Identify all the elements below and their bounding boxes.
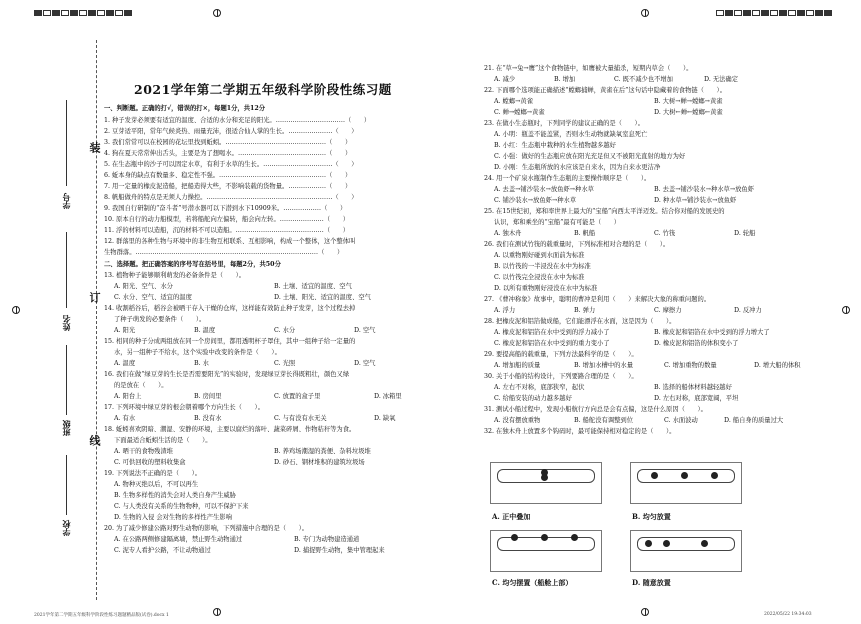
option: C. 与人类没有关系的生物物种，可以不保护下来 (114, 503, 249, 510)
option: B. 橡皮泥和铝箔在水中受到的浮力增大了 (654, 329, 770, 336)
option: D. 大树←蝉←螳螂←黄雀 (654, 109, 723, 116)
question-30: 30. 关于小船的结构设计，下列要路合理的是（ ）。 (484, 373, 638, 380)
footer-timestamp: 2022/05/22 19:34:03 (764, 612, 812, 617)
option: A. 物种灭绝以后，不可以再生 (114, 481, 199, 488)
section-judgement: 一、判断题。正确的打√，错误的打×，每题1分，共12分 (104, 105, 266, 112)
question-3: 3. 我们常常可以在校园的花坛里找到蚯蚓。…………………………………………（ ） (104, 139, 352, 146)
binding-zhuang: 装 (88, 142, 101, 153)
option: A. 阳台上 (114, 393, 142, 400)
option: C. 竹筏 (654, 230, 676, 237)
question-12-cont: 生物群落。……………………………………………………………………………（ ） (104, 249, 344, 256)
registration-mark-icon (213, 608, 221, 616)
option: B. 帆船 (574, 230, 596, 237)
question-29: 29. 要提高船的载重量，下列方法最科学的是（ ）。 (484, 351, 638, 358)
question-32: 32. 在独木舟上放置多个钩码时，最可能保持相对稳定的是（ ）。 (484, 428, 676, 435)
registration-mark-icon (641, 9, 649, 17)
question-19: 19. 下列说法不正确的是（ ）。 (104, 470, 202, 477)
option: C. 铺沙装水→放鱼虾→种水草 (494, 197, 577, 204)
option: A. 小明：瓶盖不能盖紧，否则水生动物就缺氧室息死亡 (494, 131, 648, 138)
option: C. 水面波动 (664, 417, 698, 424)
option: B. 小红：生态瓶中栽种的水生植物越多越好 (494, 142, 616, 149)
question-17: 17. 下列环境中绿豆芽的根会朝着哪个方向生长（ ）。 (104, 404, 264, 411)
label-student-no: 学号 (61, 193, 71, 209)
question-1: 1. 种子发芽必须要有适宜的温度、合适的水分和充足的阳光。……………………………（ ） (104, 117, 371, 124)
option: B. 水 (194, 360, 209, 367)
figure-d-caption: D. 随意放置 (632, 578, 671, 587)
class-field[interactable] (66, 345, 67, 415)
option: B. 增加水槽中的水量 (574, 362, 634, 369)
student-no-field[interactable] (66, 100, 67, 186)
option: D. 反冲力 (734, 307, 762, 314)
option: D. 橡皮泥和铝箔的体积变小了 (654, 340, 739, 347)
option: D. 砂石、钢材堆积的建筑垃圾场 (274, 459, 365, 466)
option: C. 放置的盒子里 (274, 393, 321, 400)
option: B. 弹力 (574, 307, 596, 314)
question-2: 2. 豆芽适平阳，常年气候炎热、雨量充沛，很适合仙人掌的生长。…………………（ ） (104, 128, 358, 135)
option: C. 既不减少也不增加 (614, 76, 673, 83)
option: B. 温度 (194, 327, 216, 334)
question-28: 28. 把橡皮泥和铝箔做成船，它们能漂浮在水面，这是因为（ ）。 (484, 318, 676, 325)
option: A. 阳光、空气、水分 (114, 283, 173, 290)
option: D. 捕捉野生动物，集中管理起来 (294, 547, 385, 554)
option: B. 养鸡场潮湿的粪便、杂料垃圾堆 (274, 448, 371, 455)
option: B. 去盖→铺沙装水→种水草→放鱼虾 (654, 186, 755, 193)
option: D. 冰箱里 (374, 393, 402, 400)
question-14: 14. 收割稻谷后，稻谷会被晒干存入干燥的仓库，这样能有效防止种子发芽，这个过程去掉 (104, 305, 356, 312)
question-16-cont: 的是放在（ ）。 (114, 382, 168, 389)
option: C. 给船安装的动力越多越好 (494, 395, 572, 402)
option: A. 增加船的质量 (494, 362, 541, 369)
option: B. 没有水 (194, 415, 222, 422)
option: D. 左右对称，底部宽阔，平坦 (654, 395, 739, 402)
option: A. 去盖→铺沙装水→放鱼虾→种水草 (494, 186, 594, 193)
question-20: 20. 为了减少修建公路对野生动物的影响，下列措施中合理的是（ ）。 (104, 525, 309, 532)
option: D. 土壤、阳光、适宜的温度、空气 (274, 294, 371, 301)
option: C. 泥专人看护公路，不让动物通过 (114, 547, 211, 554)
option: C. 摩擦力 (654, 307, 682, 314)
question-5: 5. 在生态瓶中的沙子可以固定水草，有利于水草的生长。……………………………（ ） (104, 161, 358, 168)
figure-a-caption: A. 正中叠加 (492, 512, 531, 521)
option: D. 生物的入侵 会对生物的多样性产生影响 (114, 514, 232, 521)
label-name: 姓名 (61, 315, 71, 331)
option: C. 水分、空气、适宜的温度 (114, 294, 192, 301)
section-choice: 二、选择题。把正确答案的序号写在括号里，每题2分，共50分 (104, 261, 281, 268)
figure-b-caption: B. 均匀放置 (632, 512, 671, 521)
question-7: 7. 用一定量的橡皮泥造船，把船造得大些，不影响装载的货物量。………………（ ） (104, 183, 352, 190)
option: D. 无法确定 (704, 76, 739, 83)
label-school: 学校 (61, 520, 71, 536)
question-21: 21. 在“草→兔→鹰”这个食物链中，如鹰被大量捕杀，短期内草会（ ）。 (484, 65, 693, 72)
question-23: 23. 在做小生态瓶时，下列同学的建议正确的是（ ）。 (484, 120, 644, 127)
question-15-cont: 水，另一组种子不给水，这个实验中改变的条件是（ ）。 (114, 349, 281, 356)
question-11: 11. 浮的材料可以造船，沉的材料不可以造船。……………………………………（ ） (104, 227, 350, 234)
registration-mark-icon (842, 306, 850, 314)
option: A. 没有摆放重物 (494, 417, 541, 424)
question-25: 25. 在15世纪初，郑和率世界上最大的“宝船”向西太平洋迈发。结合你对船的发展史的 (484, 208, 725, 215)
option: C. 水分 (274, 327, 296, 334)
option: A. 浮力 (494, 307, 516, 314)
option: C. 与有没有水无关 (274, 415, 327, 422)
figure-d-boat (630, 530, 742, 572)
figure-a-boat (490, 462, 602, 504)
option: A. 左右不对称，底部狭窄，起伏 (494, 384, 585, 391)
question-18-cont: 下面最适合蚯蚓生活的是（ ）。 (114, 437, 212, 444)
figure-b-boat (630, 462, 742, 504)
school-field[interactable] (66, 455, 67, 515)
option: B. 增加 (554, 76, 576, 83)
label-class: 班级 (61, 420, 71, 436)
option: D. 轮船 (734, 230, 756, 237)
question-10: 10. 原本自行的动力船模型，若将船舵向左偏转，船会向左转。…………………（ ） (104, 216, 350, 223)
option: B. 大树→蝉→螳螂→黄雀 (654, 98, 723, 105)
name-field[interactable] (66, 232, 67, 308)
option: D. 空气 (354, 360, 376, 367)
option: D. 小刚：生态瓶所放的水应该是自来水，因为自来水更洁净 (494, 164, 661, 171)
option: B. 以竹筏的一半浸没在水中为标准 (494, 263, 591, 270)
question-25-cont: 认识，郑和乘坐的“宝船”最有可能是（ ） (494, 219, 621, 226)
option: A. 以重物刚好碰到水面前为标准 (494, 252, 585, 259)
option: D. 空气 (354, 327, 376, 334)
registration-mark-icon (641, 608, 649, 616)
registration-mark-icon (213, 9, 221, 17)
question-13: 13. 植物种子能够顺利萌发的必备条件是（ ）。 (104, 272, 246, 279)
option: C. 小强：做好的生态瓶应放在阳光充足但又不被阳光直射的地方为好 (494, 153, 686, 160)
option: C. 增加重物的数量 (664, 362, 717, 369)
option: B. 房间里 (194, 393, 222, 400)
binding-line (96, 40, 97, 600)
option: C. 橡皮泥和铝箔在水中受到的重力变小了 (494, 340, 610, 347)
question-26: 26. 我们在测试竹筏的载重量时，下列标准相对合理的是（ ）。 (484, 241, 670, 248)
option: C. 光照 (274, 360, 296, 367)
figure-c-caption: C. 均匀摆置（船舱上部） (492, 578, 573, 587)
option: A. 在公路两侧修建隔离墙，禁止野生动物通过 (114, 536, 243, 543)
option: A. 橡皮泥和铝箔在水中受到的浮力减小了 (494, 329, 610, 336)
figure-c-boat (490, 530, 602, 572)
option: C. 以竹筏完全浸没在水中为标准 (494, 274, 585, 281)
question-8: 8. 帆船做舟的特点是无须人力操控。……………………………………………………（ ） (104, 194, 358, 201)
option: C. 蝉→螳螂→黄雀 (494, 109, 545, 116)
option: A. 螳螂→黄雀 (494, 98, 534, 105)
question-14-cont: 了种子萌发的必要条件（ ）。 (114, 316, 206, 323)
option: B. 船舵没有调整到位 (574, 417, 634, 424)
option: D. 船自身的质量过大 (724, 417, 784, 424)
option: A. 有水 (114, 415, 136, 422)
option: D. 增大船的体积 (754, 362, 801, 369)
binding-xian: 线 (88, 435, 101, 446)
registration-bar-left (34, 10, 133, 16)
question-15: 15. 相同的种子分成两组放在同一个房间里，都用透明杯子罩住，其中一组种子给一定量的 (104, 338, 356, 345)
option: D. 缺氧 (374, 415, 396, 422)
option: B. 专门为动物建造通道 (294, 536, 360, 543)
question-22: 22. 下面哪个选项能正确描述“螳螂捕蝉，黄雀在后”这句话中隐藏着的食物链（ ）。 (484, 87, 726, 94)
question-24: 24. 用一个矿泉水瓶制作生态瓶的主要操作顺序是（ ）。 (484, 175, 651, 182)
question-27: 27. 《曹冲称象》故事中，聪明的曹冲是利用（ ）来解决大象的称重问题的。 (484, 296, 711, 303)
option: C. 可供回收的塑料收集盒 (114, 459, 186, 466)
question-31: 31. 测试小船过程中，发现小船航行方向总是会有点偏，这是什么原因（ ）。 (484, 406, 707, 413)
footer-filename: 2021学年第二学期五年级科学阶段性练习题题精品版(试卷).docx 1 (34, 613, 169, 618)
question-4: 4. 狗在夏天常常伸出舌头，主要是为了想喝水。……………………………………（ ） (104, 150, 352, 157)
option: A. 独木舟 (494, 230, 522, 237)
option: A. 阳光 (114, 327, 136, 334)
page-title: 2021学年第二学期五年级科学阶段性练习题 (134, 82, 392, 97)
option: B. 选择的船体材料越轻越好 (654, 384, 732, 391)
registration-mark-icon (12, 306, 20, 314)
option: B. 土壤、适宜的温度、空气 (274, 283, 352, 290)
question-16: 16. 我们在做“绿豆芽的生长是否需要阳光”的实验时，发现绿豆芽长得既粗壮，颜色又绿 (104, 371, 350, 378)
question-18: 18. 蚯蚓喜欢阴暗、潮湿、安静的环境，主要以腐烂的落叶、蔬菜碎屑、作物秸秆等为食。 (104, 426, 356, 433)
question-6: 6. 蚯本身的缺点有数量多、稳定性不强。……………………………………………（ ） (104, 172, 352, 179)
registration-bar-right (716, 10, 833, 16)
question-9: 9. 我国自行研制的“奋斗者”号潜水器可以下潜到水下10909米。………………（ ） (104, 205, 347, 212)
option: D. 种水草→铺沙装水→放鱼虾 (654, 197, 737, 204)
option: A. 减少 (494, 76, 516, 83)
option: A. 温度 (114, 360, 136, 367)
binding-ding: 订 (88, 292, 101, 303)
option: D. 以所有重物刚好浸没在水中为标准 (494, 285, 598, 292)
option: A. 晒干的食物残渣堆 (114, 448, 173, 455)
question-12: 12. 群落里的各种生物与环境中的非生物互相联系、互相影响，构成一个整体，这个整体叫 (104, 238, 356, 245)
option: B. 生物多样性的消失会对人类自身产生威胁 (114, 492, 236, 499)
